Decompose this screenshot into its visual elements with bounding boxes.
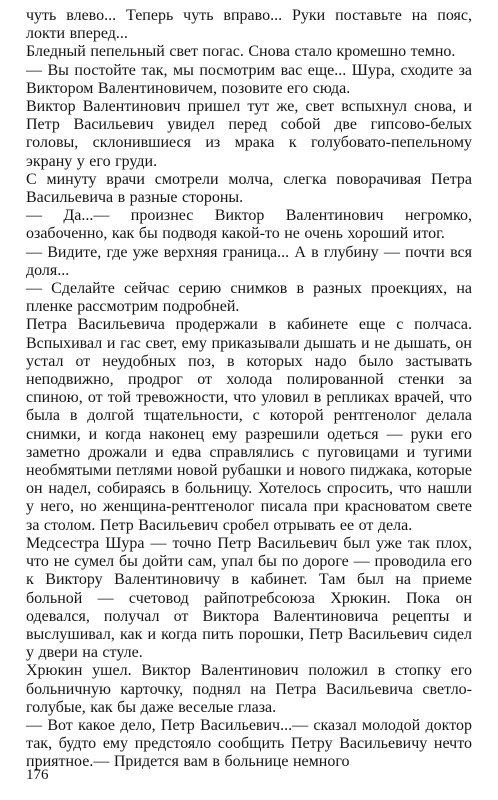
paragraph-4: Виктор Валентинович пришел тут же, свет вспыхнул снова, и Петр Васильевич увидел перед собой две гипсово-белых головы, склонившиеся из мрака к голубовато-пепельному экрану у его груди. [26,98,472,170]
paragraph-7: — Видите, где уже верхняя граница... А в глубину — почти вся доля... [26,243,472,279]
paragraph-9: Петра Васильевича продержали в кабинете еще с полчаса. Вспыхивал и гас свет, ему приказывали дышать и не дышать, он устал от неудобных поз, в которых надо было застывать неподвижно, продрог от холода полированной стенки за спиною, от той тревожности, что уловил в репликах врачей, что была в долгой тщательности, с которой рентгенолог делала снимки, и когда наконец ему разрешили одеться — руки его заметно дрожали и едва справлялись с пуговицами и тугими необмятыми петлями новой рубашки и нового пиджака, которые он надел, собираясь в больницу. Хотелось спросить, что нашли у него, но женщина-рентгенолог писала при красноватом свете за столом. Петр Васильевич сробел отрывать ее от дела. [26,316,472,534]
paragraph-6: — Да...— произнес Виктор Валентинович негромко, озабоченно, как бы подводя какой-то не очень хороший итог. [26,207,472,243]
paragraph-1: чуть влево... Теперь чуть вправо... Руки поставьте на пояс, локти вперед... [26,7,472,43]
paragraph-11: Хрюкин ушел. Виктор Валентинович положил в стопку его больничную карточку, поднял на Петра Васильевича светло-голубые, как бы даже веселые глаза. [26,662,472,716]
paragraph-3: — Вы постойте так, мы посмотрим вас еще... Шура, сходите за Виктором Валентиновичем, позовите его сюда. [26,61,472,97]
page-text-body [26,7,472,772]
paragraph-2: Бледный пепельный свет погас. Снова стало кромешно темно. [26,43,456,61]
paragraph-8: — Сделайте сейчас серию снимков в разных проекциях, на пленке рассмотрим подробней. [26,280,472,316]
page-number: 176 [26,767,49,783]
paragraph-12: — Вот какое дело, Петр Васильевич...— сказал молодой доктор так, будто ему предстояло сообщить Петру Васильевичу нечто приятное.— Придется вам в больнице немного [26,716,472,771]
paragraph-5: С минуту врачи смотрели молча, слегка поворачивая Петра Васильевича в разные стороны. [26,170,472,207]
paragraph-10: Медсестра Шура — точно Петр Васильевич был уже так плох, что не сумел бы дойти сам, упал бы по дороге — проводила его к Виктору Валентиновичу в кабинет. Там был на приеме больной — счетовод райпотребсоюза Хрюкин. Пока он одевался, получал от Виктора Валентиновича рецепты и выслушивал, как и когда пить порошки, Петр Васильевич сидел у двери на стуле. [26,534,472,662]
